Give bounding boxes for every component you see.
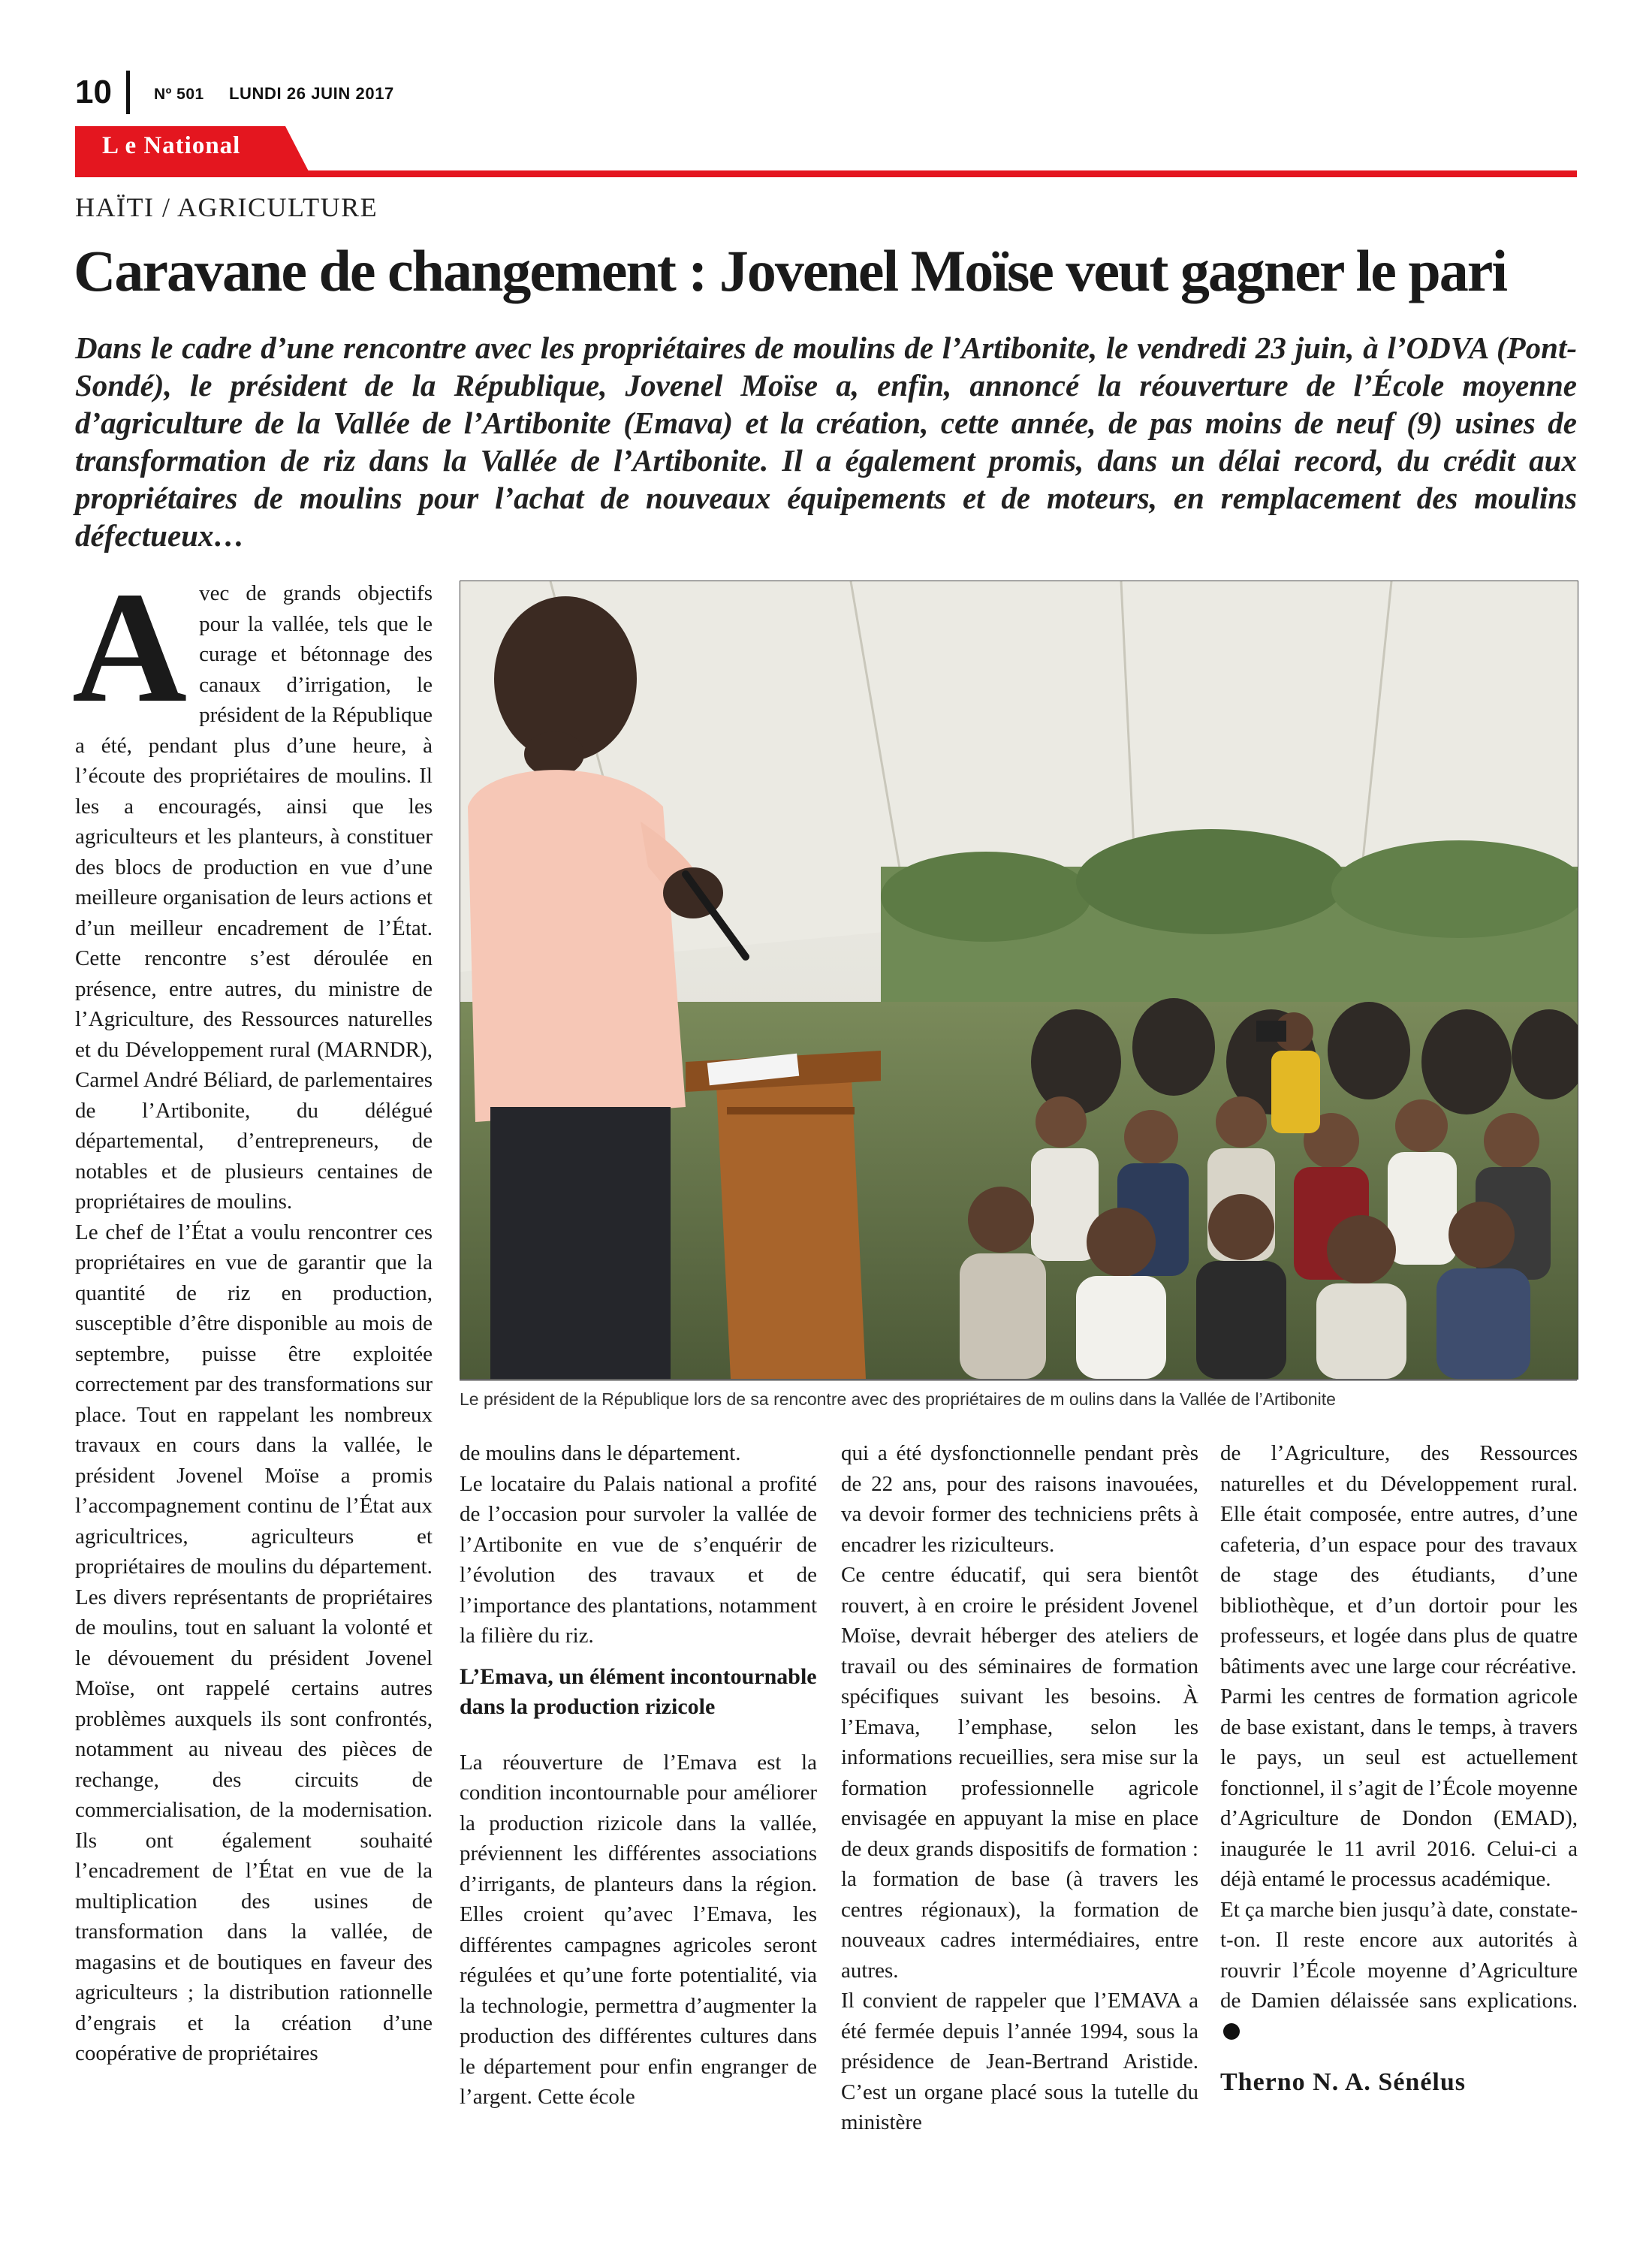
article-paragraph: Il convient de rappeler que l’EMAVA a été fermée depuis l’année 1994, sous la présidence de Jean-Bertrand Aristide. C’est un organe placé sous la tutelle du ministère xyxy=(841,1989,1198,2134)
article-column-4 xyxy=(1220,1438,1578,2098)
article-paragraph xyxy=(1220,1895,1578,2047)
article-lead: Dans le cadre d’une rencontre avec les propriétaires de moulins de l’Artibonite, le vendredi 23 juin, à l’ODVA (Pont-Sondé), le président de la République, Jovenel Moïse a, enfin, annoncé la réouverture de l’École moyenne d’agriculture de la Vallée de l’Artibonite (Emava) et la création, cette année, de pas moins de neuf (9) usines de transformation de riz dans la Vallée de l’Artibonite. Il a également promis, dans un délai record, du crédit aux propriétaires de moulins pour l’achat de nouveaux équipements et de moteurs, en remplacement des moulins défectueux… xyxy=(75,330,1577,553)
article-paragraph: Ce centre éducatif, qui sera bientôt rouvert, à en croire le président Jovenel Moïse, devrait héberger des ateliers de travail ou des séminaires de formation spécifiques suivant les besoins. À l’Emava, l’emphase, selon les informations recueillies, sera mise sur la formation professionnelle agricole envisagée en appuyant la mise en place de deux grands dispositifs de formation : la formation de base (à travers les centres régionaux), la formation de nouveaux cadres intermédiaires, entre autres. xyxy=(841,1563,1198,1983)
article-paragraph: Parmi les centres de formation agricole de base existant, dans le temps, à travers le pays, un seul est actuellement fonctionnel, il s’agit de l’École moyenne d’Agriculture de Dondon (EMAD), inaugurée le 11 avril 2016. Celui-ci a déjà entamé le processus académique. xyxy=(1220,1684,1578,1891)
article-paragraph: de l’Agriculture, des Ressources naturelles et du Développement rural. Elle était composée, entre autres, d’une cafeteria, d’un espace pour des travaux de stage des étudiants, d’une bibliothèque, et d’un dortoir pour les professeurs, et logée dans plus de quatre bâtiments avec une large cour récréative. xyxy=(1220,1441,1578,1678)
page-number-divider xyxy=(126,71,130,114)
article-paragraph: Les divers représentants de propriétaires de moulins, tout en saluant la volonté et le dévouement du président Jovenel Moïse, ont rappelé certains autres problèmes auxquels ils sont confrontés, notamment au niveau des pièces de rechange, des circuits de commercialisation, de la modernisation. Ils ont également souhaité l’encadrement de l’État en vue de la multiplication des usines de transformation dans la vallée, de magasins et de boutiques en faveur des agriculteurs ; la distribution rationnelle d’engrais et la création d’une coopérative de propriétaires xyxy=(75,1585,433,2065)
article-paragraph: Le locataire du Palais national a profité de l’occasion pour survoler la vallée de l’Artibonite en vue de s’enquérir de l’évolution des travaux et de l’importance des plantations, notamment la filière du riz. xyxy=(460,1471,817,1648)
article-paragraph: Le chef de l’État a voulu rencontrer ces propriétaires en vue de garantir que la quantité de riz en production, susceptible d’être disponible au mois de septembre, puisse être exploitée correctement par des transformations sur place. Tout en rappelant les nombreux travaux en cours dans la vallée, le président Jovenel Moïse a promis l’accompagnement continu de l’État aux agricultrices, agriculteurs et propriétaires de moulins du département. xyxy=(75,1220,433,1579)
article-paragraph: qui a été dysfonctionnelle pendant près de 22 ans, pour des raisons inavouées, va devoir former des techniciens prêts à encadrer les riziculteurs. xyxy=(841,1441,1198,1557)
article-column-1 xyxy=(72,559,433,2069)
article-kicker: HAÏTI / AGRICULTURE xyxy=(75,192,378,222)
section-label: L e National xyxy=(102,132,241,159)
article-column-2 xyxy=(460,1438,817,2113)
section-tab xyxy=(75,126,309,173)
article-photo xyxy=(460,581,1578,1380)
issue-date: LUNDI 26 JUIN 2017 xyxy=(229,84,394,103)
article-byline: Therno N. A. Sénélus xyxy=(1220,2068,1466,2096)
article-paragraph xyxy=(72,559,433,1217)
photo-meeting-tent xyxy=(460,581,1578,1379)
paragraph-text: Et ça marche bien jusqu’à date, constate-t-on. Il reste encore aux autorités à rouvrir l’École moyenne d’Agriculture de Damien délaissée sans explications. xyxy=(1220,1897,1578,2013)
issue-number: Nº 501 xyxy=(154,86,204,103)
section-rule xyxy=(75,170,1577,177)
page-number: 10 xyxy=(75,74,112,110)
caption-rule xyxy=(460,1380,1577,1381)
end-mark-icon xyxy=(1223,2023,1240,2040)
article-subhead: L’Emava, un élément incontournable dans la production rizicole xyxy=(460,1663,817,1719)
article-headline: Caravane de changement : Jovenel Moïse veut gagner le pari xyxy=(74,238,1507,303)
article-paragraph: La réouverture de l’Emava est la condition incontournable pour améliorer la production rizicole dans la vallée, préviennent les différentes associations d’irrigants, de planteurs dans la région. Elles croient qu’avec l’Emava, les différentes campagnes agricoles seront régulées et qu’une forte potentialité, via la technologie, permettra d’augmenter la production des différentes cultures dans le département pour enfin engranger de l’argent. Cette école xyxy=(460,1750,817,2109)
article-column-3 xyxy=(841,1438,1198,2138)
article-paragraph: de moulins dans le département. xyxy=(460,1441,741,1465)
drop-cap: A xyxy=(72,559,188,735)
photo-caption: Le président de la République lors de sa rencontre avec des propriétaires de m oulins dans la Vallée de l’Artibonite xyxy=(460,1389,1336,1409)
paragraph-text: vec de grands objectifs pour la vallée, tels que le curage et bétonnage des canaux d’irrigation, le président de la République a été, pendant plus d’une heure, à l’écoute des propriétaires de moulins. Il les a encouragés, ainsi que les agriculteurs et les planteurs, à constituer des blocs de production en vue d’une meilleure organisation de leurs actions et d’un meilleur encadrement de l’État. Cette rencontre s’est déroulée en présence, entre autres, du ministre de l’Agriculture, des Ressources naturelles et du Développement rural (MARNDR), Carmel André Béliard, de parlementaires de l’Artibonite, du délégué départemental, d’entrepreneurs, de notables et de plusieurs centaines de propriétaires de moulins. xyxy=(75,581,433,1214)
